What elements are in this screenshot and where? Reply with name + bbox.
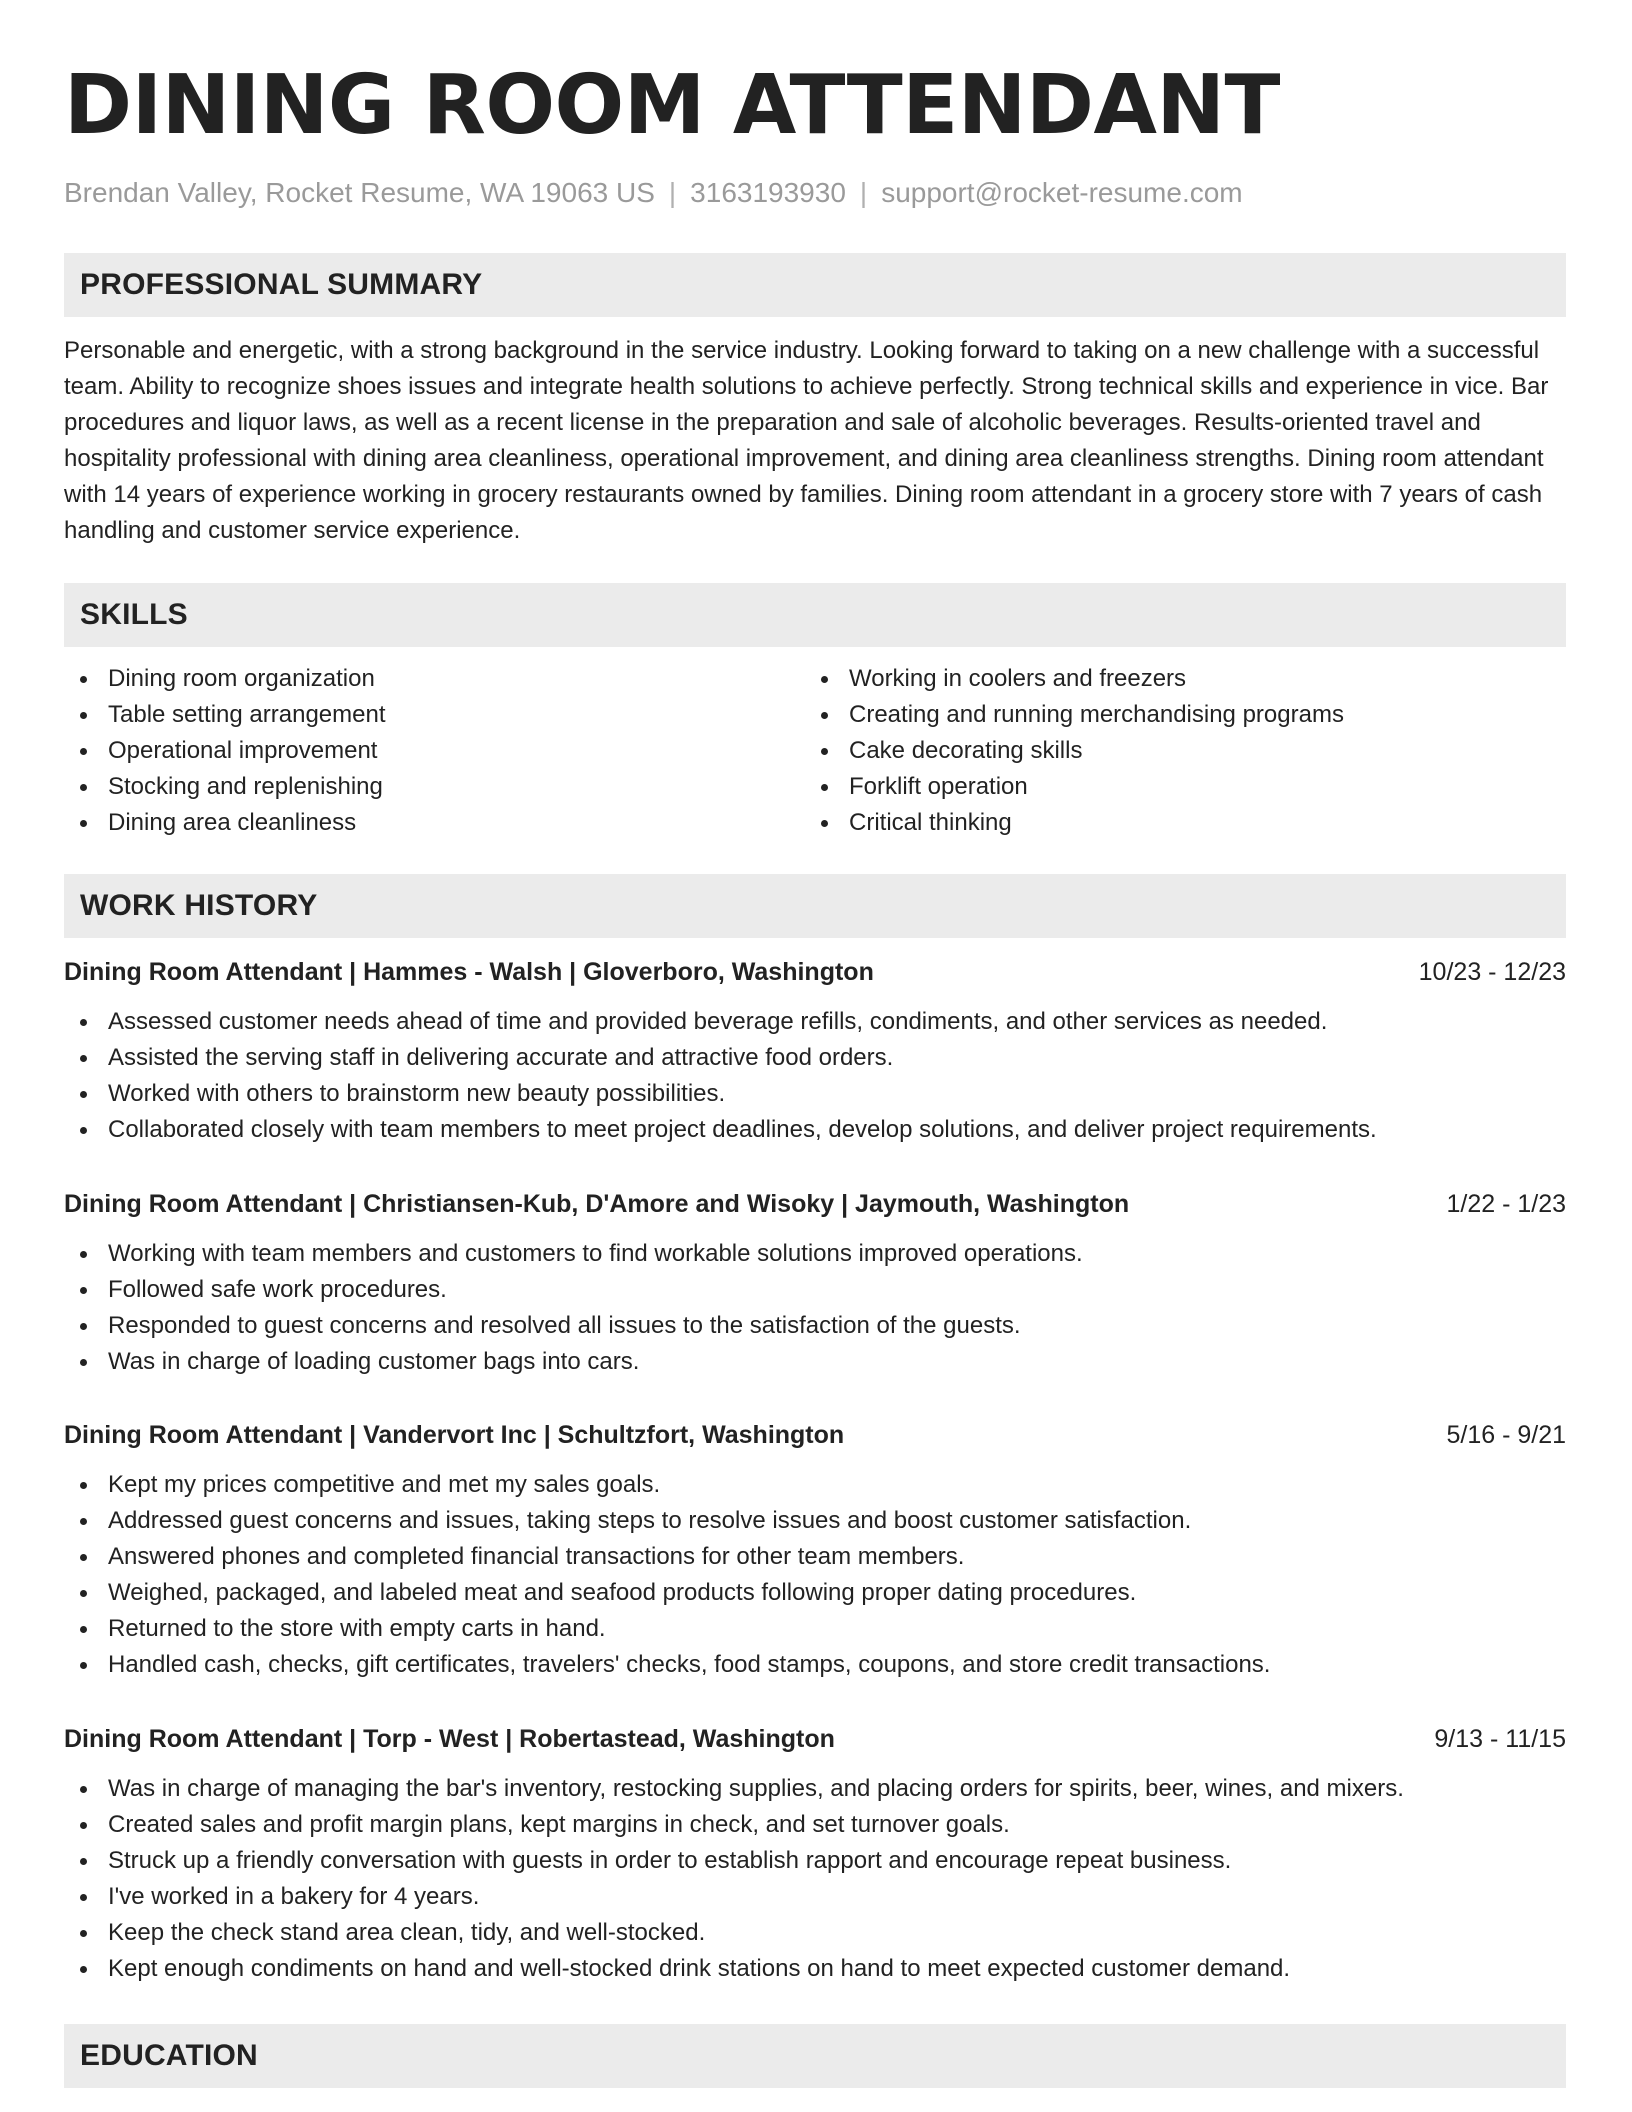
job-bullet: Kept enough condiments on hand and well-stocked drink stations on hand to meet expected customer demand. — [64, 1951, 1566, 1987]
summary-text: Personable and energetic, with a strong background in the service industry. Looking forward to taking on a new challenge with a successful team. Ability to recognize shoes issues and integrate health solutions to achieve perfectly. Strong technical skills and experience in vice. Bar procedures and liquor laws, as well as a recent license in the preparation and sale of alcoholic beverages. Results-oriented travel and hospitality professional with dining area cleanliness, operational improvement, and dining area cleanliness strengths. Dining room attendant with 14 years of experience working in grocery restaurants owned by families. Dining room attendant in a grocery store with 7 years of cash handling and customer service experience. — [64, 337, 1549, 544]
job-bullet: Worked with others to brainstorm new beauty possibilities. — [64, 1076, 1566, 1112]
contact-separator: | — [859, 177, 868, 208]
skills-heading: SKILLS — [80, 598, 188, 631]
skill-item: Dining room organization — [64, 661, 805, 697]
skills-list — [64, 661, 1566, 841]
skill-item: Stocking and replenishing — [64, 769, 805, 805]
work-history-heading: WORK HISTORY — [80, 889, 318, 922]
resume-page — [64, 0, 1566, 2072]
job-bullets — [64, 1004, 1566, 1148]
skill-item: Working in coolers and freezers — [805, 661, 1546, 697]
job-bullets — [64, 1467, 1566, 1683]
summary-section-header — [64, 253, 1566, 317]
skill-item: Critical thinking — [805, 805, 1546, 841]
contact-address: Brendan Valley, Rocket Resume, WA 19063 US — [64, 177, 655, 208]
job-bullet: Was in charge of loading customer bags into cars. — [64, 1344, 1566, 1380]
job-entry — [64, 1184, 1566, 1380]
job-dates: 9/13 - 11/15 — [1434, 1725, 1566, 1753]
job-bullet: Addressed guest concerns and issues, taking steps to resolve issues and boost customer satisfaction. — [64, 1503, 1566, 1539]
job-header — [64, 1184, 1566, 1224]
education-heading: EDUCATION — [80, 2039, 258, 2072]
job-bullet: Keep the check stand area clean, tidy, and well-stocked. — [64, 1915, 1566, 1951]
skill-item: Forklift operation — [805, 769, 1546, 805]
job-title: Dining Room Attendant | Hammes - Walsh | Gloverboro, Washington — [64, 958, 874, 986]
job-bullet: Created sales and profit margin plans, kept margins in check, and set turnover goals. — [64, 1807, 1566, 1843]
work-history-section-header — [64, 874, 1566, 938]
contact-phone: 3163193930 — [690, 177, 846, 208]
job-bullets — [64, 1771, 1566, 1987]
job-bullet: Answered phones and completed financial transactions for other team members. — [64, 1539, 1566, 1575]
job-bullet: Followed safe work procedures. — [64, 1272, 1566, 1308]
job-dates: 5/16 - 9/21 — [1446, 1421, 1566, 1449]
skill-item: Creating and running merchandising programs — [805, 697, 1546, 733]
job-title: Dining Room Attendant | Torp - West | Robertastead, Washington — [64, 1725, 835, 1753]
job-bullet: Kept my prices competitive and met my sales goals. — [64, 1467, 1566, 1503]
skills-section-header — [64, 583, 1566, 647]
job-bullet: Struck up a friendly conversation with guests in order to establish rapport and encourage repeat business. — [64, 1843, 1566, 1879]
skill-item: Cake decorating skills — [805, 733, 1546, 769]
job-header — [64, 1415, 1566, 1455]
job-bullet: Assessed customer needs ahead of time and provided beverage refills, condiments, and other services as needed. — [64, 1004, 1566, 1040]
contact-email: support@rocket-resume.com — [881, 177, 1243, 208]
contact-line — [64, 176, 1566, 210]
job-bullet: Assisted the serving staff in delivering accurate and attractive food orders. — [64, 1040, 1566, 1076]
resume-title: DINING ROOM ATTENDANT — [64, 58, 1280, 153]
job-dates: 1/22 - 1/23 — [1446, 1190, 1566, 1218]
job-entry — [64, 1415, 1566, 1683]
job-entry — [64, 952, 1566, 1148]
skill-item: Dining area cleanliness — [64, 805, 805, 841]
job-dates: 10/23 - 12/23 — [1418, 958, 1566, 986]
skills-column-left — [64, 661, 805, 841]
job-header — [64, 952, 1566, 992]
job-bullet: Was in charge of managing the bar's inventory, restocking supplies, and placing orders for spirits, beer, wines, and mixers. — [64, 1771, 1566, 1807]
job-bullet: Responded to guest concerns and resolved all issues to the satisfaction of the guests. — [64, 1308, 1566, 1344]
summary-heading: PROFESSIONAL SUMMARY — [80, 268, 483, 301]
job-bullet: I've worked in a bakery for 4 years. — [64, 1879, 1566, 1915]
job-entry — [64, 1719, 1566, 1987]
education-section-header — [64, 2024, 1566, 2088]
skill-item: Table setting arrangement — [64, 697, 805, 733]
job-bullet: Collaborated closely with team members to meet project deadlines, develop solutions, and deliver project requirements. — [64, 1112, 1566, 1148]
job-title: Dining Room Attendant | Christiansen-Kub, D'Amore and Wisoky | Jaymouth, Washington — [64, 1190, 1130, 1218]
job-title: Dining Room Attendant | Vandervort Inc | Schultzfort, Washington — [64, 1421, 845, 1449]
contact-separator: | — [668, 177, 677, 208]
job-bullet: Working with team members and customers to find workable solutions improved operations. — [64, 1236, 1566, 1272]
skills-column-right — [805, 661, 1546, 841]
job-bullet: Weighed, packaged, and labeled meat and seafood products following proper dating procedures. — [64, 1575, 1566, 1611]
skill-item: Operational improvement — [64, 733, 805, 769]
job-bullets — [64, 1236, 1566, 1380]
job-bullet: Handled cash, checks, gift certificates, travelers' checks, food stamps, coupons, and store credit transactions. — [64, 1647, 1566, 1683]
job-bullet: Returned to the store with empty carts in hand. — [64, 1611, 1566, 1647]
job-header — [64, 1719, 1566, 1759]
